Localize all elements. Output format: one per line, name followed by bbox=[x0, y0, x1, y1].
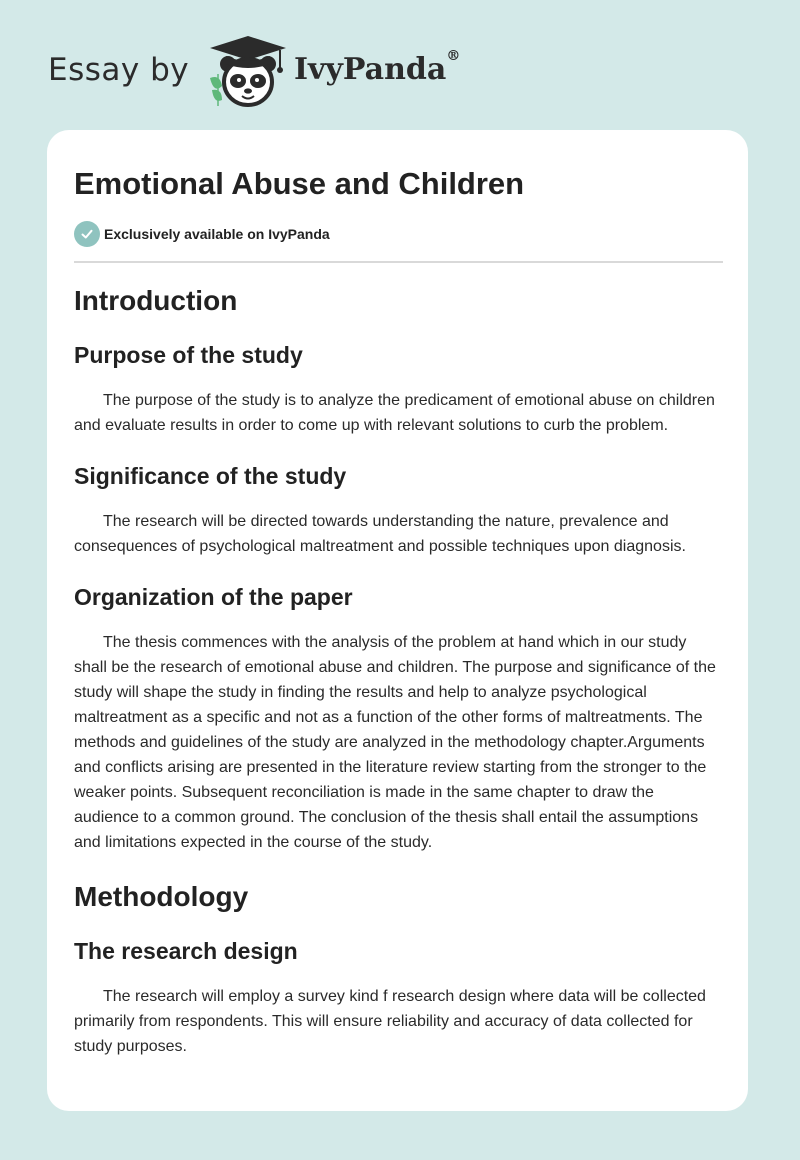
panda-logo-icon[interactable] bbox=[202, 34, 294, 110]
paragraph-organization: The thesis commences with the analysis of the problem at hand which in our study shall be the research of emotional abuse and children. The purpose and significance of the study will shape the study in finding the results and help to analyze psychological maltreatment as a specific and not as a function of the other forms of maltreatments. The methods and guidelines of the study are analyzed in the methodology chapter.Arguments and conflicts arising are presented in the literature review starting from the stronger to the weaker points. Subsequent reconciliation is made in the same chapter to draw the audience to a common ground. The conclusion of the thesis shall entail the assumptions and limitations expected in the course of the study. bbox=[74, 634, 716, 851]
divider bbox=[74, 261, 723, 263]
paragraph-significance: The research will be directed towards understanding the nature, prevalence and consequences of psychological maltreatment and possible techniques upon diagnosis. bbox=[74, 513, 686, 555]
subsection-heading-organization: Organization of the paper bbox=[74, 584, 353, 610]
essay-card bbox=[47, 130, 748, 1111]
brand-name[interactable]: IvyPanda® bbox=[294, 48, 461, 87]
subsection-heading-significance: Significance of the study bbox=[74, 463, 347, 489]
brand-header bbox=[48, 34, 508, 114]
paragraph-research-design: The research will employ a survey kind f research design where data will be collected primarily from respondents. This will ensure reliability and accuracy of data collected for study purposes. bbox=[74, 988, 706, 1055]
subsection-heading-research-design: The research design bbox=[74, 938, 298, 964]
subsection-heading-purpose: Purpose of the study bbox=[74, 342, 303, 368]
section-heading-methodology: Methodology bbox=[74, 881, 249, 912]
brand-prefix: Essay by bbox=[48, 52, 190, 88]
badge-text: Exclusively available on IvyPanda bbox=[104, 226, 330, 242]
exclusive-badge bbox=[74, 221, 330, 247]
paragraph-purpose: The purpose of the study is to analyze the predicament of emotional abuse on children and evaluate results in order to come up with relevant solutions to curb the problem. bbox=[74, 392, 715, 434]
section-heading-introduction: Introduction bbox=[74, 285, 238, 316]
check-icon bbox=[74, 221, 100, 247]
essay-body bbox=[74, 281, 723, 1059]
page-title: Emotional Abuse and Children bbox=[74, 166, 525, 201]
